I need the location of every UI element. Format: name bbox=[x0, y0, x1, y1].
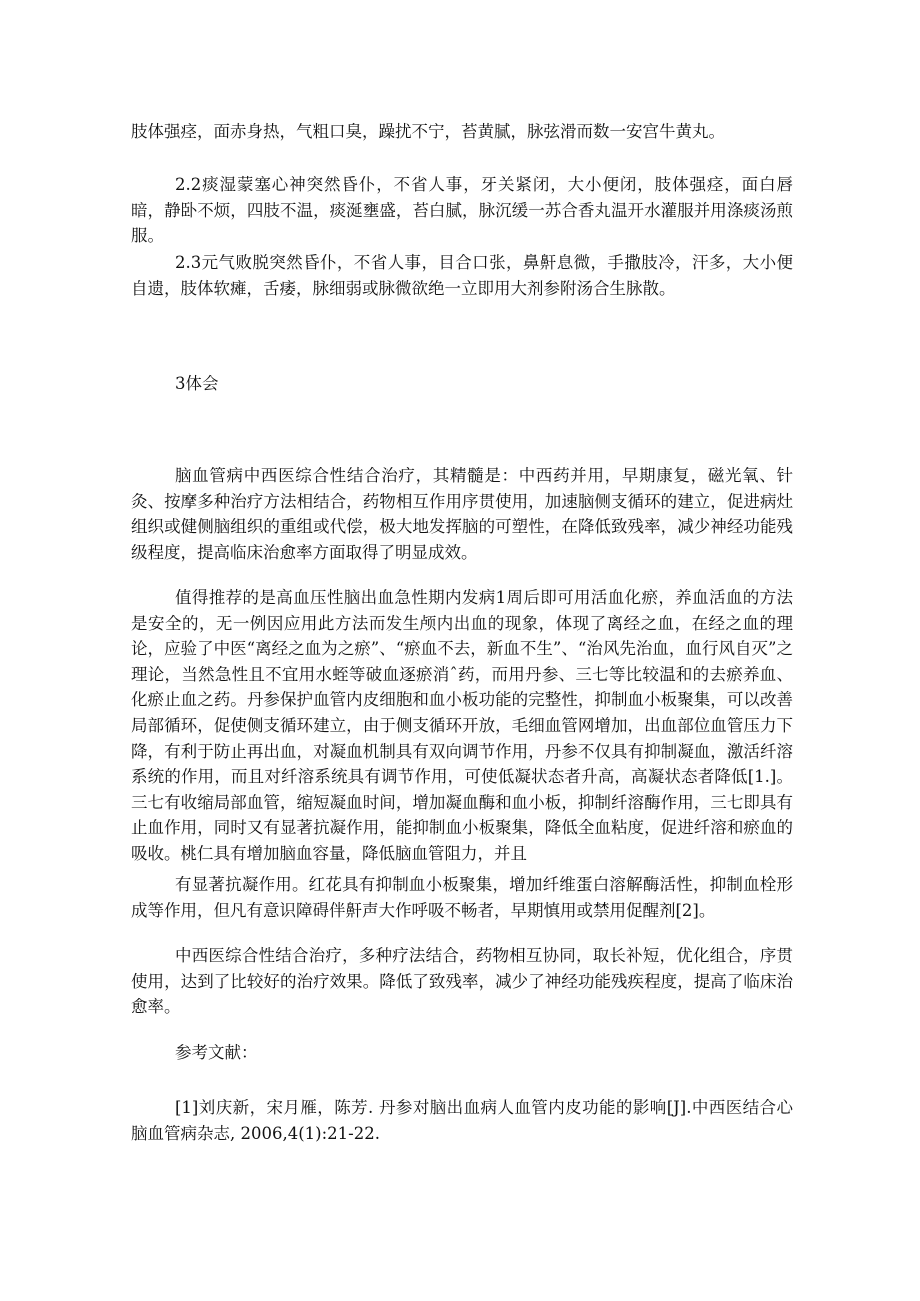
paragraph-2-2: 2.2痰湿蒙塞心神突然昏仆，不省人事，牙关紧闭，大小便闭，肢体强痉，面白唇暗，静卧不烦，四肢不温，痰涎壅盛，苔白腻，脉沉缓一苏合香丸温开水灌服并用涤痰汤煎服。 bbox=[131, 175, 793, 246]
paragraph-2-3: 2.3元气败脱突然昏仆，不省人事，目合口张，鼻鼾息微，手撒肢冷，汗多，大小便自遗，肢体软瘫，舌痿，脉细弱或脉微欲绝一立即用大剂参附汤合生脉散。 bbox=[131, 253, 793, 298]
paragraph-symptoms-end: 肢体强痉，面赤身热，气粗口臭，躁扰不宁，苔黄腻，脉弦滑而数一安宫牛黄丸。 bbox=[131, 122, 725, 141]
section-heading-3: 3体会 bbox=[175, 374, 219, 393]
paragraph-honghua: 有显著抗凝作用。红花具有抑制血小板聚集，增加纤维蛋白溶解酶活性，抑制血栓形成等作用，但凡有意识障碍伴鼾声大作呼吸不畅者，早期慎用或禁用促醒剂[2]。 bbox=[131, 875, 793, 920]
paragraph-essence: 脑血管病中西医综合性结合治疗，其精髓是：中西药并用，早期康复，磁光氧、针灸、按摩多种治疗方法相结合，药物相互作用序贯使用，加速脑侧支循环的建立，促进病灶组织或健侧脑组织的重组或代偿，极大地发挥脑的可塑性，在降低致残率，减少神经功能残级程度，提高临床治愈率方面取得了明显成效。 bbox=[131, 466, 793, 562]
reference-1: [1]刘庆新，宋月雁，陈芳. 丹参对脑出血病人血管内皮功能的影响[J].中西医结合心脑血管病杂志, 2006,4(1):21-22. bbox=[131, 1098, 793, 1143]
paragraph-summary: 中西医综合性结合治疗，多种疗法结合，药物相互协同，取长补短，优化组合，序贯使用，达到了比较好的治疗效果。降低了致残率，减少了神经功能残疾程度，提高了临床治愈率。 bbox=[131, 946, 793, 1017]
paragraph-recommend: 值得推荐的是高血压性脑出血急性期内发病1周后即可用活血化瘀，养血活血的方法是安全的，无一例因应用此方法而发生颅内出血的现象，体现了离经之血，在经之血的理论，应验了中医“离经之血为之瘀”、“瘀血不去，新血不生”、“治风先治血，血行风自灭”之理论，当然急性且不宜用水蛭等破血逐瘀消ˆ药，而用丹参、三七等比较温和的去瘀养血、化瘀止血之药。丹参保护血管内皮细胞和血小板功能的完整性，抑制血小板聚集，可以改善局部循环，促使侧支循环建立，由于侧支循环开放，毛细血管网增加，出血部位血管压力下降，有利于防止再出血，对凝血机制具有双向调节作用，丹参不仅具有抑制凝血，激活纤溶系统的作用，而且对纤溶系统具有调节作用，可使低凝状态者升高，高凝状态者降低[1.]。三七有收缩局部血管，缩短凝血时间，增加凝血酶和血小板，抑制纤溶酶作用，三七即具有止血作用，同时又有显著抗凝作用，能抑制血小板聚集，降低全血粘度，促进纤溶和瘀血的吸收。桃仁具有增加脑血容量，降低脑血管阻力，并且 bbox=[131, 588, 793, 863]
references-title: 参考文献： bbox=[175, 1043, 258, 1062]
